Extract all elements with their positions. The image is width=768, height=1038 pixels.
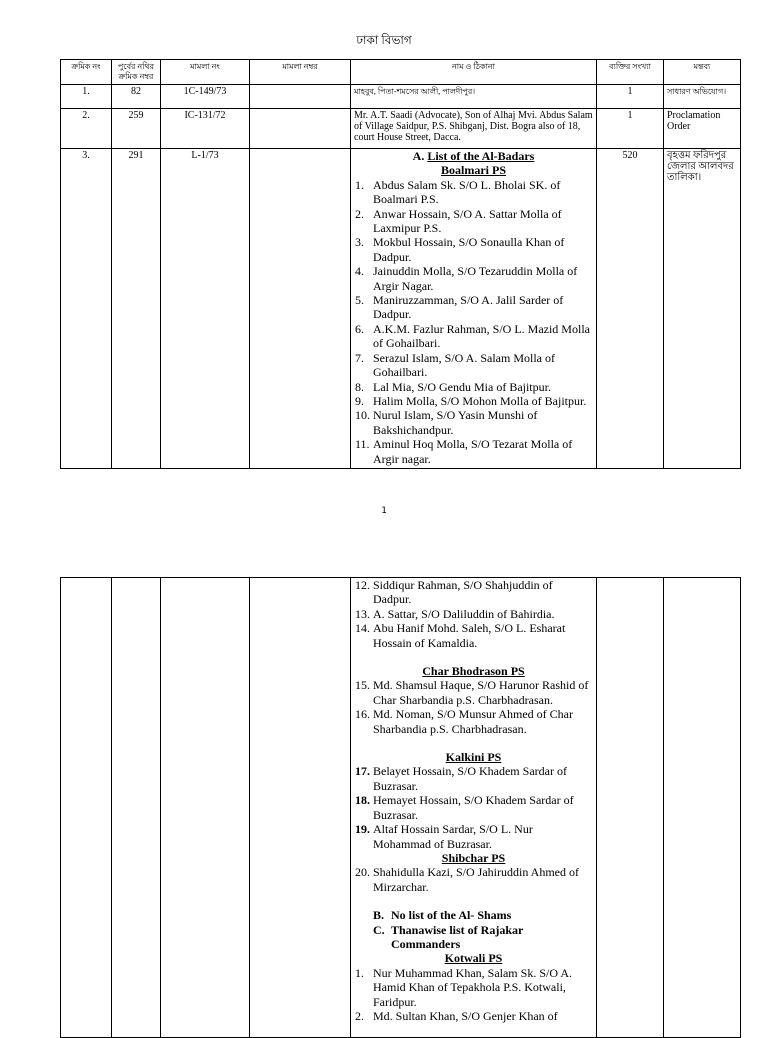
col-header-person-count: ব্যক্তির সংখ্যা: [597, 60, 664, 85]
list-item: [355, 264, 592, 293]
al-badar-list-cont: [355, 678, 592, 736]
list-item-number: 6.: [355, 321, 364, 336]
section-heading-b: B. No list of the Al- Shams: [373, 908, 512, 923]
list-item-text: Abdus Salam Sk. S/O L. Bholai SK. of Boalmari P.S.: [373, 177, 561, 207]
col-header-remarks: মন্তব্য: [664, 60, 741, 85]
ps-heading: Kotwali PS: [444, 951, 503, 966]
cell-serial: 3.: [61, 149, 112, 469]
cell-remark: সাধারণ অভিযোগ।: [664, 85, 741, 109]
cell-prev: 291: [112, 149, 161, 469]
list-item-number: 11.: [355, 437, 370, 452]
section-heading-c: C. Thanawise list of Rajakar Commanders: [373, 922, 524, 951]
list-item-text: Siddiqur Rahman, S/O Shahjuddin of Dadpur.: [373, 578, 553, 607]
list-item-text: Halim Molla, S/O Mohon Molla of Bajitpur.: [373, 393, 587, 408]
list-item: [355, 437, 592, 466]
records-table-continued: [60, 577, 741, 1038]
al-badar-list-cont: [355, 764, 592, 850]
list-item-number: 18.: [355, 793, 370, 808]
rajakar-list: [355, 966, 592, 1024]
ps-heading: Char Bhodrason PS: [422, 664, 525, 679]
list-item-number: 8.: [355, 379, 364, 394]
col-header-case-no: মামলা নং: [161, 60, 250, 85]
list-item: [355, 380, 592, 394]
list-item: [355, 966, 592, 1009]
list-item-text: Md. Noman, S/O Munsur Ahmed of Char Sharbandia p.S. Charbhadrasan.: [373, 707, 573, 736]
list-item: [355, 207, 592, 236]
list-item-number: 10.: [355, 408, 370, 423]
section-heading-a: A. List of the Al-Badars: [412, 149, 535, 163]
cell-count: [597, 578, 664, 1038]
list-item-text: Altaf Hossain Sardar, S/O L. Nur Mohammad of Buzrasar.: [373, 822, 533, 851]
list-item-number: 1.: [355, 965, 364, 980]
cell-casenum: [250, 578, 351, 1038]
col-header-serial: ক্রমিক নং: [61, 60, 112, 85]
cell-serial: 2.: [61, 109, 112, 149]
list-item-text: Serazul Islam, S/O A. Salam Molla of Gohailbari.: [373, 350, 555, 380]
ps-heading: Kalkini PS: [445, 750, 502, 765]
al-badar-list-cont: [355, 578, 592, 650]
list-item-text: A. Sattar, S/O Daliluddin of Bahirdia.: [373, 606, 555, 621]
cell-case: [161, 578, 250, 1038]
cell-name: Mr. A.T. Saadi (Advocate), Son of Alhaj Mvi. Abdus Salam of Village Saidpur, P.S. Shibganj, Dist. Bogra also of 18, court House Street, Dacca.: [351, 109, 597, 149]
list-item-text: Jainuddin Molla, S/O Tezaruddin Molla of Argir Nagar.: [373, 264, 578, 293]
list-item-text: A.K.M. Fazlur Rahman, S/O L. Mazid Molla of Gohailbari.: [373, 321, 590, 351]
list-item: [355, 793, 592, 822]
cell-count: 1: [597, 85, 664, 109]
list-item: [355, 764, 592, 793]
list-item: [355, 865, 592, 894]
list-item-number: 9.: [355, 393, 364, 408]
list-item-number: 1.: [355, 177, 364, 192]
list-item-number: 7.: [355, 350, 364, 365]
table-row: [61, 109, 741, 149]
cell-case: 1C-149/73: [161, 85, 250, 109]
table-row: [61, 578, 741, 1038]
list-item-text: Mokbul Hossain, S/O Sonaulla Khan of Dadpur.: [373, 235, 565, 264]
list-item: [355, 707, 592, 736]
table-row: [61, 149, 741, 469]
cell-case: IC-131/72: [161, 109, 250, 149]
list-item: [355, 394, 592, 408]
list-item-number: 2.: [355, 1008, 364, 1023]
list-item-number: 12.: [355, 578, 370, 592]
cell-remark: Proclamation Order: [664, 109, 741, 149]
list-item-text: Shahidulla Kazi, S/O Jahiruddin Ahmed of Mirzarchar.: [373, 865, 579, 894]
list-item-text: Md. Shamsul Haque, S/O Harunor Rashid of Char Sharbandia p.S. Charbhadrasan.: [373, 678, 589, 707]
list-item-number: 17.: [355, 764, 370, 779]
list-item: [355, 578, 592, 607]
header-row: [61, 60, 741, 85]
cell-casenum: [250, 85, 351, 109]
list-item: [355, 621, 592, 650]
list-item: [355, 607, 592, 621]
page-number: 1: [381, 506, 387, 516]
cell-count: 1: [597, 109, 664, 149]
cell-prev: [112, 578, 161, 1038]
list-item-number: 3.: [355, 235, 364, 250]
list-item-number: 19.: [355, 822, 370, 837]
cell-serial: [61, 578, 112, 1038]
list-item: [355, 322, 592, 351]
list-item-text: Maniruzzamman, S/O A. Jalil Sarder of Dadpur.: [373, 293, 564, 322]
cell-casenum: [250, 149, 351, 469]
list-item: [355, 235, 592, 264]
list-item-number: 5.: [355, 293, 364, 308]
al-badar-list-cont: [355, 865, 592, 894]
list-item-number: 15.: [355, 678, 370, 693]
ps-heading: Boalmari PS: [441, 163, 506, 178]
cell-case: L-1/73: [161, 149, 250, 469]
list-item-text: Belayet Hossain, S/O Khadem Sardar of Buzrasar.: [373, 764, 567, 793]
list-item-number: 16.: [355, 707, 370, 722]
list-item: [355, 822, 592, 851]
list-item-number: 4.: [355, 264, 364, 279]
cell-serial: 1.: [61, 85, 112, 109]
cell-remark: [664, 578, 741, 1038]
list-item-text: Anwar Hossain, S/O A. Sattar Molla of Laxmipur P.S.: [373, 206, 562, 236]
list-item-text: Nurul Islam, S/O Yasin Munshi of Bakshichandpur.: [373, 408, 538, 437]
cell-count: 520: [597, 149, 664, 469]
cell-casenum: [250, 109, 351, 149]
cell-remark: বৃহত্তম ফরিদপুর জেলার আলবদর তালিকা।: [664, 149, 741, 469]
list-item-text: Md. Sultan Khan, S/O Genjer Khan of: [373, 1008, 558, 1023]
list-item-number: 20.: [355, 865, 370, 880]
list-item-number: 14.: [355, 621, 370, 636]
list-item-number: 13.: [355, 606, 370, 621]
records-table: [60, 59, 741, 469]
col-header-name-address: নাম ও ঠিকানা: [351, 60, 597, 85]
table-row: [61, 85, 741, 109]
ps-heading: Shibchar PS: [441, 850, 506, 865]
col-header-prev-serial: পুর্বের নথির ক্রমিক নম্বর: [112, 60, 161, 85]
cell-name: মাহবুব, পিতা-শমসের আলী, পালদীপুর।: [351, 85, 597, 109]
list-item-text: Aminul Hoq Molla, S/O Tezarat Molla of Argir nagar.: [373, 437, 573, 466]
list-item: [355, 351, 592, 380]
list-item-text: Nur Muhammad Khan, Salam Sk. S/O A. Hamid Khan of Tepakhola P.S. Kotwali, Faridpur.: [373, 965, 572, 1009]
list-item: [355, 1009, 592, 1023]
cell-name-list: [351, 149, 597, 469]
cell-prev: 259: [112, 109, 161, 149]
list-item-text: Lal Mia, S/O Gendu Mia of Bajitpur.: [373, 379, 551, 394]
list-item: [355, 678, 592, 707]
list-item-text: Hemayet Hossain, S/O Khadem Sardar of Buzrasar.: [373, 793, 574, 822]
col-header-case-number: মামলা নম্বর: [250, 60, 351, 85]
list-item: [355, 408, 592, 437]
list-item-text: Abu Hanif Mohd. Saleh, S/O L. Esharat Hossain of Kamaldia.: [373, 621, 566, 650]
list-item: [355, 293, 592, 322]
cell-prev: 82: [112, 85, 161, 109]
list-item: [355, 178, 592, 207]
page-title: ঢাকা বিভাগ: [356, 33, 412, 47]
list-item-number: 2.: [355, 206, 364, 221]
al-badar-list: [355, 178, 592, 466]
cell-name-list-continued: [351, 578, 597, 1038]
